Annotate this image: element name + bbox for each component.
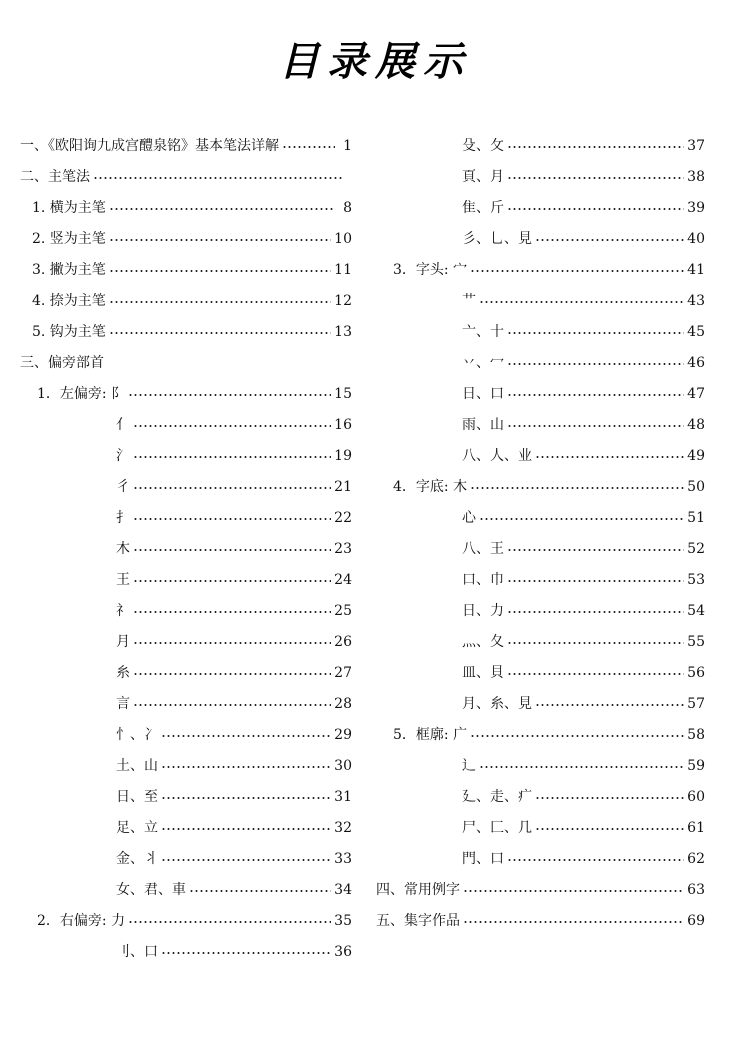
toc-entry[interactable] (32, 290, 352, 312)
toc-entry-label: 木 (116, 541, 130, 557)
toc-entry-page-number: 26 (334, 634, 352, 650)
toc-entry-page-number: 60 (687, 789, 705, 805)
toc-entry[interactable] (116, 414, 352, 436)
toc-entry[interactable] (116, 724, 352, 746)
dot-leader (535, 828, 684, 830)
toc-entry-page-number: 69 (687, 913, 705, 929)
toc-entry-label: 月 (116, 634, 130, 650)
toc-entry-label: 廴、走、疒 (462, 789, 532, 805)
toc-entry-page-number: 32 (334, 820, 352, 836)
dot-leader (133, 611, 331, 613)
toc-entry-label: 八、人、业 (462, 448, 532, 464)
toc-entry-page-number: 22 (334, 510, 352, 526)
dot-leader (507, 394, 684, 396)
toc-entry[interactable] (462, 538, 705, 560)
toc-entry[interactable] (116, 538, 352, 560)
toc-entry-label: 口、巾 (462, 572, 504, 588)
toc-entry-page-number: 39 (687, 200, 705, 216)
toc-entry-label: 4．字底: 木 (393, 479, 468, 495)
toc-entry-page-number: 38 (687, 169, 705, 185)
toc-entry[interactable] (462, 445, 705, 467)
toc-entry-page-number: 34 (334, 882, 352, 898)
toc-entry-page-number: 10 (334, 231, 352, 247)
dot-leader (133, 580, 331, 582)
dot-leader (161, 952, 331, 954)
toc-entry-label: 三、偏旁部首 (20, 355, 104, 371)
toc-entry[interactable] (116, 848, 352, 870)
toc-entry-page-number: 56 (687, 665, 705, 681)
dot-leader (507, 363, 684, 365)
toc-entry-label: 五、集字作品 (376, 913, 460, 929)
toc-entry-page-number: 61 (687, 820, 705, 836)
toc-entry[interactable] (462, 166, 705, 188)
toc-entry-label: 雨、山 (462, 417, 504, 433)
toc-entry-label: 彳 (116, 479, 130, 495)
toc-entry[interactable] (116, 476, 352, 498)
dot-leader (109, 208, 335, 210)
toc-entry[interactable] (116, 786, 352, 808)
toc-entry[interactable] (462, 321, 705, 343)
toc-entry-page-number: 45 (687, 324, 705, 340)
toc-entry-page-number: 58 (687, 727, 705, 743)
dot-leader (133, 642, 331, 644)
toc-entry[interactable] (32, 321, 352, 343)
toc-entry-page-number: 25 (334, 603, 352, 619)
toc-entry-label: 2. 竖为主笔 (32, 231, 106, 247)
dot-leader (133, 673, 331, 675)
toc-entry-label: 1．左偏旁: 阝 (37, 386, 126, 402)
toc-entry-label: 礻 (116, 603, 130, 619)
dot-leader (109, 332, 331, 334)
toc-entry-page-number: 28 (334, 696, 352, 712)
dot-leader (507, 425, 684, 427)
toc-entry[interactable] (37, 383, 352, 405)
dot-leader (507, 177, 684, 179)
toc-entry-label: 丷、冖 (462, 355, 504, 371)
toc-entry[interactable] (20, 166, 345, 188)
toc-entry-label: 足、立 (116, 820, 158, 836)
toc-entry-page-number: 46 (687, 355, 705, 371)
toc-entry-label: 辶 (462, 758, 476, 774)
toc-entry[interactable] (116, 817, 352, 839)
toc-entry-page-number: 13 (334, 324, 352, 340)
toc-entry[interactable] (116, 693, 352, 715)
toc-entry[interactable] (376, 879, 705, 901)
toc-entry[interactable] (116, 507, 352, 529)
dot-leader (161, 797, 331, 799)
dot-leader (463, 921, 684, 923)
toc-entry[interactable] (462, 197, 705, 219)
toc-entry[interactable] (462, 817, 705, 839)
toc-entry-page-number: 19 (334, 448, 352, 464)
toc-entry-page-number: 63 (687, 882, 705, 898)
toc-entry[interactable] (462, 693, 705, 715)
toc-entry-label: 5．框廓: 广 (393, 727, 468, 743)
dot-leader (507, 580, 684, 582)
dot-leader (133, 425, 331, 427)
toc-entry-page-number: 33 (334, 851, 352, 867)
toc-entry-page-number: 62 (687, 851, 705, 867)
toc-entry-page-number: 8 (343, 200, 352, 216)
toc-entry-label: 1. 横为主笔 (32, 200, 106, 216)
dot-leader (535, 456, 684, 458)
toc-entry[interactable] (393, 259, 705, 281)
toc-entry[interactable] (462, 848, 705, 870)
toc-entry-page-number: 50 (687, 479, 705, 495)
toc-entry[interactable] (20, 135, 352, 157)
toc-entry-page-number: 11 (334, 262, 352, 278)
toc-entry[interactable] (462, 290, 705, 312)
toc-entry-label: 亠、十 (462, 324, 504, 340)
toc-entry-page-number: 24 (334, 572, 352, 588)
toc-entry-page-number: 49 (687, 448, 705, 464)
dot-leader (507, 859, 684, 861)
toc-entry-label: 四、常用例字 (376, 882, 460, 898)
dot-leader (109, 301, 331, 303)
toc-entry-label: 扌 (116, 510, 130, 526)
toc-entry-label: 八、王 (462, 541, 504, 557)
toc-entry-label: 土、山 (116, 758, 158, 774)
toc-entry[interactable] (376, 910, 705, 932)
toc-entry[interactable] (32, 228, 352, 250)
dot-leader (463, 890, 684, 892)
toc-entry-label: 尸、匚、几 (462, 820, 532, 836)
dot-leader (109, 239, 331, 241)
toc-entry-page-number: 43 (687, 293, 705, 309)
toc-entry[interactable] (462, 507, 705, 529)
toc-entry[interactable] (462, 600, 705, 622)
toc-entry[interactable] (32, 197, 352, 219)
toc-entry-label: 3. 撇为主笔 (32, 262, 106, 278)
dot-leader (470, 270, 684, 272)
dot-leader (507, 642, 684, 644)
toc-entry[interactable] (116, 569, 352, 591)
toc-entry[interactable] (462, 414, 705, 436)
toc-entry-page-number: 23 (334, 541, 352, 557)
dot-leader (133, 518, 331, 520)
dot-leader (535, 704, 684, 706)
dot-leader (161, 859, 331, 861)
toc-entry-label: 5. 钩为主笔 (32, 324, 106, 340)
toc-entry-label: 2．右偏旁: 力 (37, 913, 126, 929)
toc-entry-label: 門、口 (462, 851, 504, 867)
toc-entry[interactable] (462, 383, 705, 405)
toc-entry-label: 彡、乚、見 (462, 231, 532, 247)
toc-entry-label: 言 (116, 696, 130, 712)
toc-entry-page-number: 35 (334, 913, 352, 929)
toc-entry-page-number: 55 (687, 634, 705, 650)
toc-entry-page-number: 1 (343, 138, 352, 154)
dot-leader (470, 735, 684, 737)
dot-leader (109, 270, 331, 272)
toc-entry-label: 4. 捺为主笔 (32, 293, 106, 309)
toc-entry-page-number: 54 (687, 603, 705, 619)
toc-entry[interactable] (462, 755, 705, 777)
toc-entry[interactable] (462, 228, 705, 250)
page-title: 目录展示 (279, 38, 471, 85)
toc-entry-page-number: 40 (687, 231, 705, 247)
toc-entry-page-number: 57 (687, 696, 705, 712)
toc-entry[interactable] (116, 941, 352, 963)
dot-leader (161, 828, 331, 830)
toc-entry-page-number: 29 (334, 727, 352, 743)
toc-entry[interactable] (116, 445, 352, 467)
toc-entry-label: 3．字头: 宀 (393, 262, 468, 278)
dot-leader (128, 394, 331, 396)
dot-leader (507, 146, 684, 148)
toc-entry[interactable] (116, 662, 352, 684)
toc-entry-label: 金、丬 (116, 851, 158, 867)
toc-entry-label: 王 (116, 572, 130, 588)
toc-entry-page-number: 31 (334, 789, 352, 805)
toc-entry-page-number: 16 (334, 417, 352, 433)
toc-entry-label: 日、力 (462, 603, 504, 619)
dot-leader (479, 518, 684, 520)
toc-entry[interactable] (116, 879, 352, 901)
toc-entry[interactable] (393, 476, 705, 498)
toc-entry-label: 女、君、車 (116, 882, 186, 898)
dot-leader (479, 301, 684, 303)
toc-entry-page-number: 47 (687, 386, 705, 402)
dot-leader (133, 456, 331, 458)
dot-leader (161, 766, 331, 768)
dot-leader (535, 797, 684, 799)
toc-entry-page-number: 27 (334, 665, 352, 681)
dot-leader (133, 549, 331, 551)
toc-entry-label: 日、口 (462, 386, 504, 402)
dot-leader (535, 239, 684, 241)
toc-entry-page-number: 37 (687, 138, 705, 154)
dot-leader (93, 177, 342, 179)
toc-entry[interactable] (32, 259, 352, 281)
toc-entry-label: 日、至 (116, 789, 158, 805)
toc-entry[interactable] (462, 631, 705, 653)
dot-leader (133, 487, 331, 489)
toc-entry-label: 亻 (116, 417, 130, 433)
toc-entry-label: 忄、冫 (116, 727, 158, 743)
toc-entry-label: 糸 (116, 665, 130, 681)
toc-entry[interactable] (116, 755, 352, 777)
dot-leader (128, 921, 331, 923)
dot-leader (189, 890, 331, 892)
toc-entry-label: 刂、口 (116, 944, 158, 960)
toc-entry-page-number: 59 (687, 758, 705, 774)
dot-leader (282, 146, 335, 148)
toc-entry-label: 艹 (462, 293, 476, 309)
toc-entry[interactable] (116, 600, 352, 622)
toc-entry[interactable] (393, 724, 705, 746)
dot-leader (470, 487, 684, 489)
toc-entry[interactable] (37, 910, 352, 932)
toc-entry-page-number: 53 (687, 572, 705, 588)
toc-entry-label: 殳、攵 (462, 138, 504, 154)
toc-entry-label: 一、《欧阳询九成宫醴泉铭》基本笔法详解 (20, 138, 279, 154)
toc-entry-page-number: 36 (334, 944, 352, 960)
toc-entry[interactable] (462, 352, 705, 374)
dot-leader (507, 332, 684, 334)
toc-entry-label: 灬、夂 (462, 634, 504, 650)
toc-entry-label: 氵 (116, 448, 130, 464)
toc-entry-page-number: 30 (334, 758, 352, 774)
dot-leader (507, 611, 684, 613)
toc-entry-page-number: 21 (334, 479, 352, 495)
toc-entry-page-number: 52 (687, 541, 705, 557)
dot-leader (161, 735, 331, 737)
toc-entry-page-number: 15 (334, 386, 352, 402)
toc-entry[interactable] (462, 786, 705, 808)
toc-entry-page-number: 48 (687, 417, 705, 433)
toc-entry[interactable] (462, 135, 705, 157)
toc-entry-page-number: 12 (334, 293, 352, 309)
toc-entry[interactable] (20, 352, 104, 374)
toc-entry[interactable] (116, 631, 352, 653)
dot-leader (507, 673, 684, 675)
toc-entry-label: 隹、斤 (462, 200, 504, 216)
dot-leader (507, 208, 684, 210)
toc-entry[interactable] (462, 662, 705, 684)
toc-entry-label: 月、糸、見 (462, 696, 532, 712)
toc-entry-label: 頁、月 (462, 169, 504, 185)
toc-entry[interactable] (462, 569, 705, 591)
dot-leader (133, 704, 331, 706)
toc-entry-label: 心 (462, 510, 476, 526)
toc-entry-label: 皿、貝 (462, 665, 504, 681)
toc-entry-label: 二、主笔法 (20, 169, 90, 185)
dot-leader (479, 766, 684, 768)
toc-entry-page-number: 51 (687, 510, 705, 526)
dot-leader (507, 549, 684, 551)
toc-entry-page-number: 41 (687, 262, 705, 278)
